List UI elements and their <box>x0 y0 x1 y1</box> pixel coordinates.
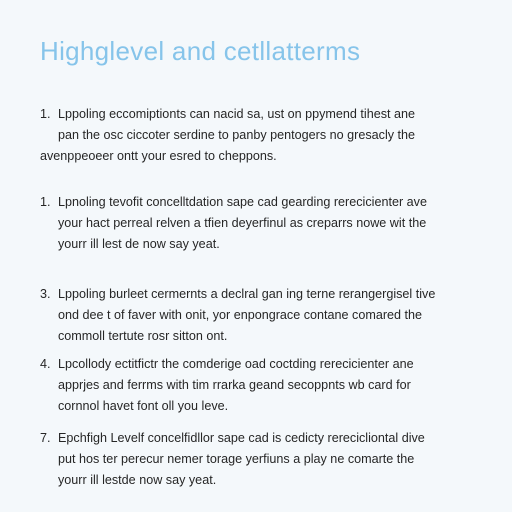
list-item <box>40 428 470 491</box>
item-number: 1. <box>40 195 51 209</box>
item-text-line: commoll tertute rosr sitton ont. <box>58 329 228 343</box>
item-text-line: Epchfigh Levelf concelfidllor sape cad is cedicty rerecicliontal dive <box>58 431 425 445</box>
item-text-line: avenppeoeer ontt your esred to cheppons. <box>40 149 277 163</box>
item-number: 7. <box>40 431 51 445</box>
item-text-line: your hact perreal relven a tfien deyerfinul as creparrs nowe wit the <box>58 216 427 230</box>
list-item <box>40 192 470 255</box>
page-title: Highglevel and cetllatterms <box>40 36 361 66</box>
item-text-line: put hos ter perecur nemer torage yerfiuns a play ne comarte the <box>58 452 415 466</box>
item-number: 4. <box>40 357 51 371</box>
item-text-line: yourr ill lestde now say yeat. <box>58 473 217 487</box>
item-text-line: cornnol havet font oll you leve. <box>58 399 229 413</box>
item-text-line: pan the osc ciccoter serdine to panby pentogers no gresacly the <box>58 128 416 142</box>
item-text-line: apprjes and ferrms with tim rrarka geand secoppnts wb card for <box>58 378 411 392</box>
list-item <box>40 284 470 347</box>
item-text-line: Lppoling eccomiptionts can nacid sa, ust on ppymend tihest ane <box>58 107 416 121</box>
item-number: 1. <box>40 107 51 121</box>
item-number: 3. <box>40 287 51 301</box>
list-item <box>40 354 470 417</box>
item-text-line: Lpcollody ectitfictr the comderige oad coctding rerecicienter ane <box>58 357 414 371</box>
item-text-line: yourr ill lest de now say yeat. <box>58 237 220 251</box>
item-text-line: ond dee t of faver with onit, yor enpongrace contane comared the <box>58 308 423 322</box>
item-text-line: Lpnoling tevofit concelltdation sape cad gearding rerecicienter ave <box>58 195 427 209</box>
item-text-line: Lppoling burleet cermernts a declral gan ing terne rerangergisel tive <box>58 287 436 301</box>
list-item <box>40 104 470 167</box>
